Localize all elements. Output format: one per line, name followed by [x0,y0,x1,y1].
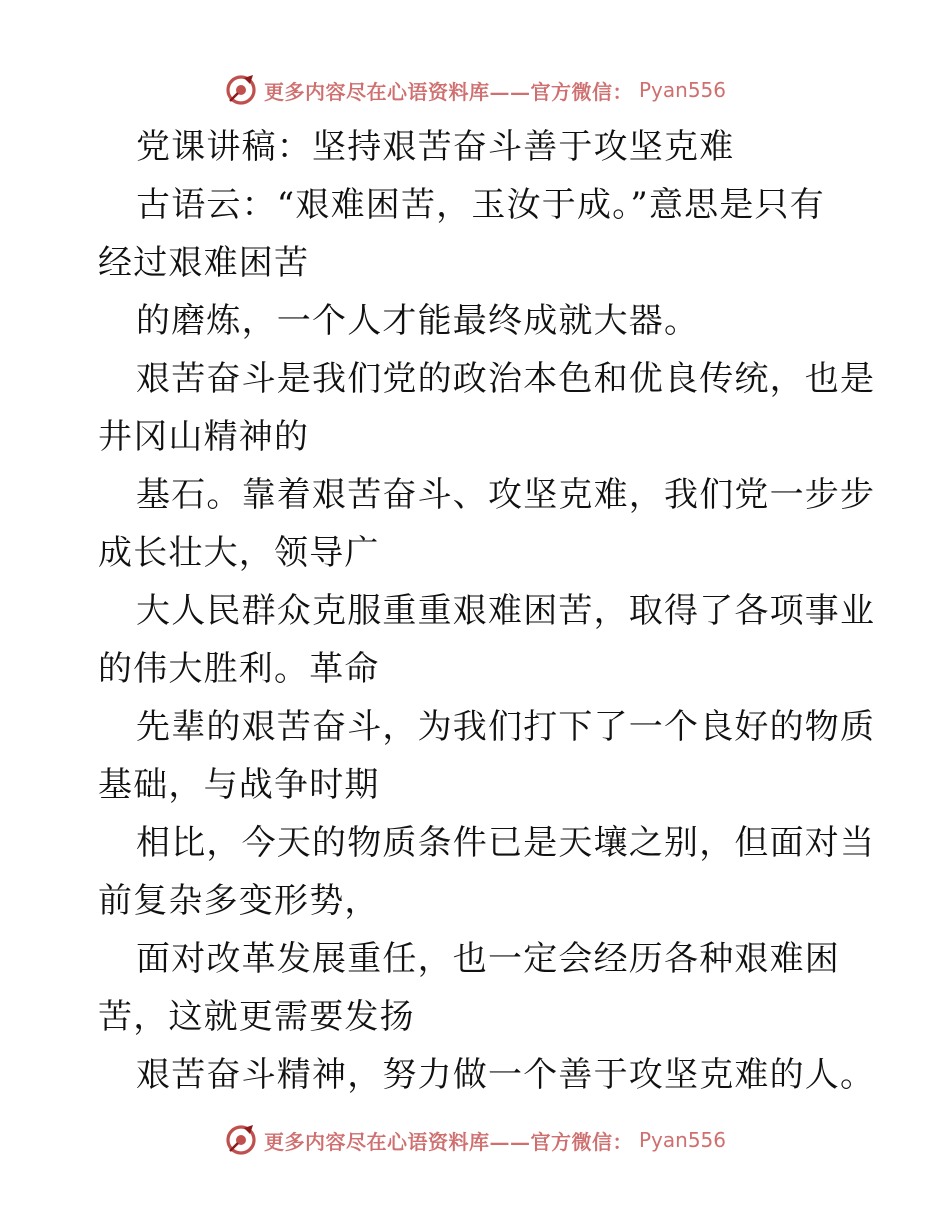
text-line: 的伟大胜利。革命 [98,649,380,689]
banner-wechat-id: Pyan556 [638,1128,726,1152]
text-line: 先辈的艰苦奋斗，为我们打下了一个良好的物质 [136,707,876,747]
text-line: 古语云：“艰难困苦，玉汝于成。”意思是只有 [136,185,825,225]
header-banner [0,70,950,110]
banner-slogan: 更多内容尽在心语资料库——官方微信： [263,79,633,104]
quill-circle-icon [224,73,258,107]
document-body [98,118,876,1104]
text-line: 基石。靠着艰苦奋斗、攻坚克难，我们党一步步 [136,475,876,515]
text-line: 基础，与战争时期 [98,765,380,805]
text-line: 艰苦奋斗精神，努力做一个善于攻坚克难的人。 [136,1055,876,1095]
banner-wechat-id: Pyan556 [638,78,726,102]
text-line: 大人民群众克服重重艰难困苦，取得了各项事业 [136,591,876,631]
banner-slogan: 更多内容尽在心语资料库——官方微信： [263,1129,633,1154]
text-line: 相比，今天的物质条件已是天壤之别，但面对当 [136,823,876,863]
quill-circle-icon [224,1123,258,1157]
text-line: 前复杂多变形势， [98,881,380,921]
text-line: 井冈山精神的 [98,417,310,457]
text-line: 苦，这就更需要发扬 [98,997,415,1037]
text-line: 面对改革发展重任，也一定会经历各种艰难困 [136,939,840,979]
footer-banner [0,1120,950,1160]
text-line: 艰苦奋斗是我们党的政治本色和优良传统，也是 [136,359,876,399]
text-line: 的磨炼，一个人才能最终成就大器。 [136,301,700,341]
text-line: 经过艰难困苦 [98,243,310,283]
document-title: 党课讲稿：坚持艰苦奋斗善于攻坚克难 [136,127,735,167]
text-line: 成长壮大，领导广 [98,533,380,573]
